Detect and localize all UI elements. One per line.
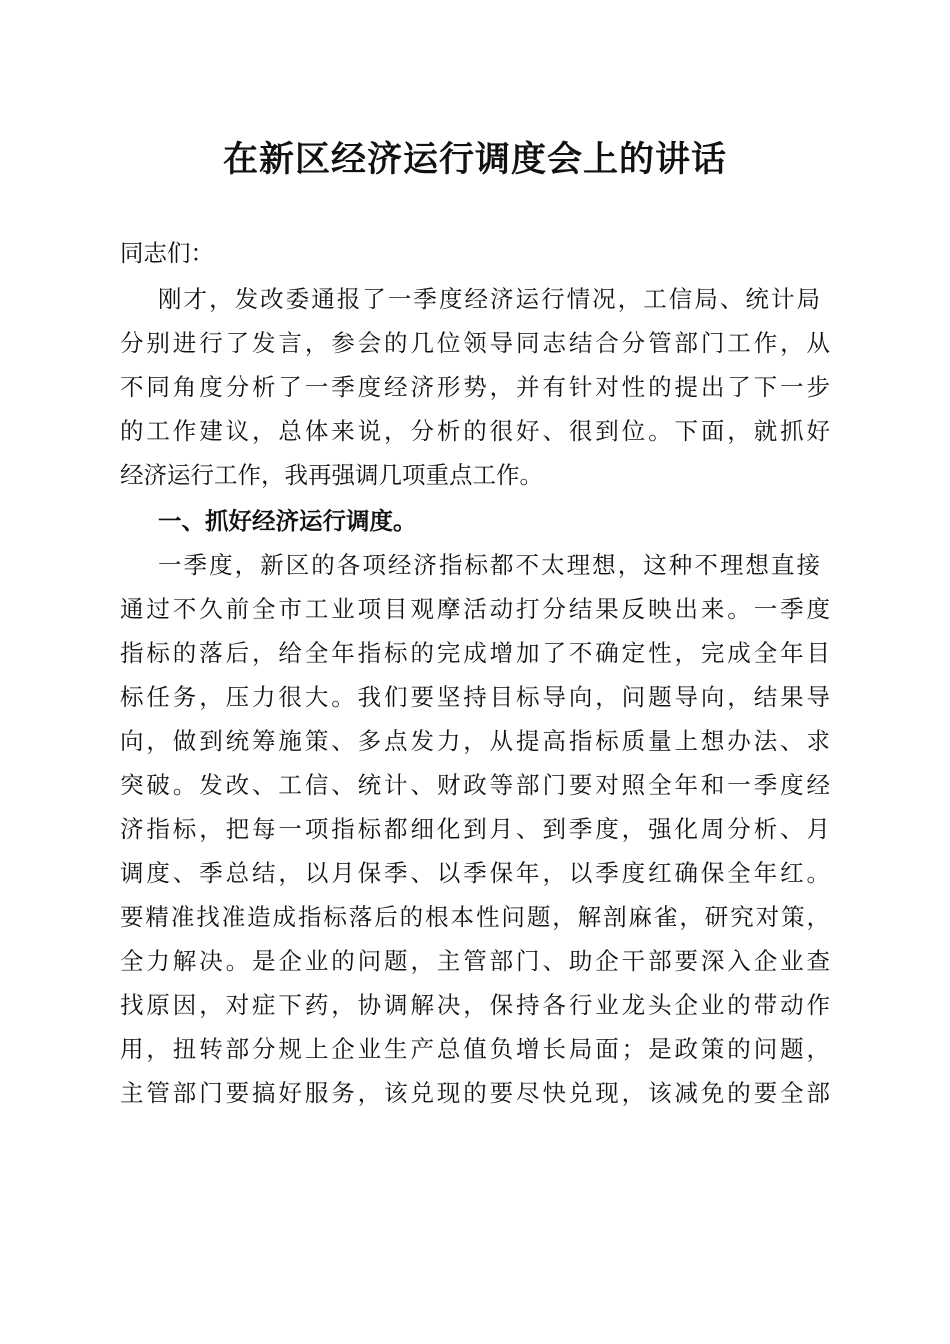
salutation: 同志们： [120,239,214,267]
paragraph-line: 用，扭转部分规上企业生产总值负增长局面；是政策的问题， [120,1035,830,1063]
paragraph-line: 刚才，发改委通报了一季度经济运行情况，工信局、统计局 [158,285,820,313]
paragraph-line: 的工作建议，总体来说，分析的很好、很到位。下面，就抓好 [120,417,830,445]
document-title: 在新区经济运行调度会上的讲话 [222,139,727,180]
paragraph-line: 通过不久前全市工业项目观摩活动打分结果反映出来。一季度 [120,595,830,623]
paragraph-line: 调度、季总结，以月保季、以季保年，以季度红确保全年红。 [120,859,830,887]
paragraph-line: 指标的落后，给全年指标的完成增加了不确定性，完成全年目 [120,639,830,667]
paragraph-line: 不同角度分析了一季度经济形势，并有针对性的提出了下一步 [120,373,830,401]
paragraph-line: 分别进行了发言，参会的几位领导同志结合分管部门工作，从 [120,329,830,357]
paragraph-line: 要精准找准造成指标落后的根本性问题，解剖麻雀，研究对策， [120,903,830,931]
paragraph-line: 向，做到统筹施策、多点发力，从提高指标质量上想办法、求 [120,727,830,755]
paragraph-line: 济指标，把每一项指标都细化到月、到季度，强化周分析、月 [120,815,830,843]
paragraph-line: 标任务，压力很大。我们要坚持目标导向，问题导向，结果导 [120,683,830,711]
paragraph-line: 主管部门要搞好服务，该兑现的要尽快兑现，该减免的要全部 [120,1079,830,1107]
paragraph-line: 全力解决。是企业的问题，主管部门、助企干部要深入企业查 [120,947,830,975]
paragraph-line: 突破。发改、工信、统计、财政等部门要对照全年和一季度经 [120,771,830,799]
paragraph-line: 一季度，新区的各项经济指标都不太理想，这种不理想直接 [158,551,820,579]
paragraph-line: 找原因，对症下药，协调解决，保持各行业龙头企业的带动作 [120,991,830,1019]
section-heading: 一、抓好经济运行调度。 [158,507,417,535]
paragraph-line: 经济运行工作，我再强调几项重点工作。 [120,461,543,489]
